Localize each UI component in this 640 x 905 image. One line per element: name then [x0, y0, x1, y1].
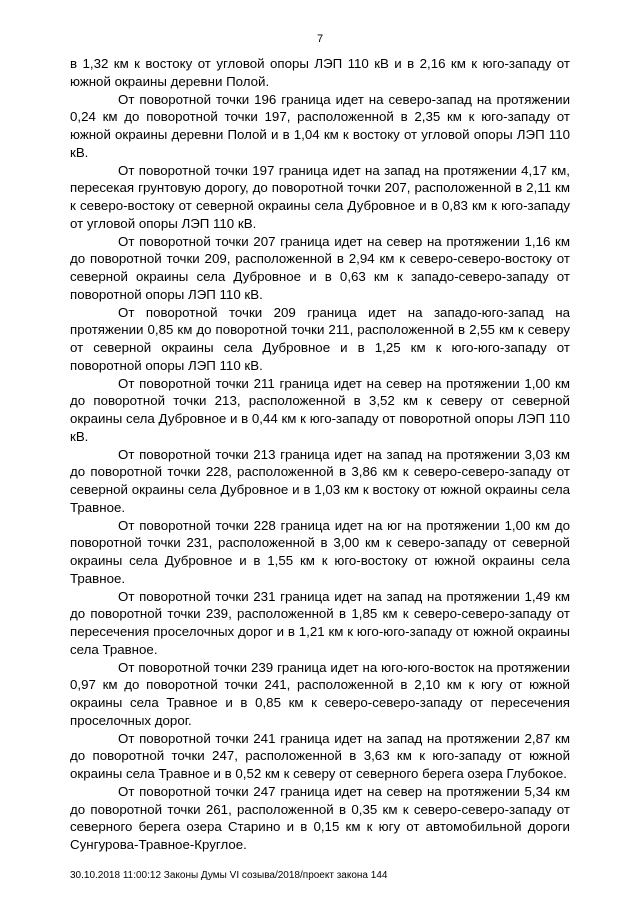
paragraph: От поворотной точки 213 граница идет на запад на протяжении 3,03 км до поворотной точки 228, расположенной в 3,86 км к северо-северо-западу от северной окраины села Дубровное и в 1,03 км к востоку от южной окраины села Травное. [70, 446, 570, 515]
paragraph: От поворотной точки 196 граница идет на северо-запад на протяжении 0,24 км до поворотной точки 197, расположенной в 2,35 км к юго-западу от южной окраины деревни Полой и в 1,04 км к востоку от угловой опоры ЛЭП 110 кВ. [70, 91, 570, 160]
paragraph: От поворотной точки 209 граница идет на западо-юго-запад на протяжении 0,85 км до поворотной точки 211, расположенной в 2,55 км к северу от северной окраины села Дубровное и в 1,25 км к юго-юго-западу от поворотной опоры ЛЭП 110 кВ. [70, 304, 570, 373]
paragraph: От поворотной точки 231 граница идет на запад на протяжении 1,49 км до поворотной точки 239, расположенной в 1,85 км к северо-северо-западу от пересечения проселочных дорог и в 1,21 км к юго-юго-западу от южной окраины села Травное. [70, 588, 570, 657]
document-footer: 30.10.2018 11:00:12 Законы Думы VI созыва/2018/проект закона 144 [70, 870, 388, 881]
paragraph: От поворотной точки 247 граница идет на север на протяжении 5,34 км до поворотной точки 261, расположенной в 0,35 км к северо-северо-западу от северного берега озера Старино и в 0,15 км к югу от автомобильной дороги Сунгурова-Травное-Круглое. [70, 783, 570, 852]
paragraph: От поворотной точки 241 граница идет на запад на протяжении 2,87 км до поворотной точки 247, расположенной в 3,63 км к юго-западу от южной окраины села Травное и в 0,52 км к северу от северного берега озера Глубокое. [70, 730, 570, 781]
paragraph: в 1,32 км к востоку от угловой опоры ЛЭП 110 кВ и в 2,16 км к юго-западу от южной окраины деревни Полой. [70, 56, 570, 89]
page-number: 7 [316, 33, 324, 45]
paragraph: От поворотной точки 239 граница идет на юго-юго-восток на протяжении 0,97 км до поворотной точки 241, расположенной в 2,10 км к югу от южной окраины села Травное и в 0,85 км к северо-северо-западу от пересечения проселочных дорог. [70, 659, 570, 728]
paragraph: От поворотной точки 207 граница идет на север на протяжении 1,16 км до поворотной точки 209, расположенной в 2,94 км к северо-северо-востоку от северной окраины села Дубровное и в 0,63 км к западо-северо-западу от поворотной опоры ЛЭП 110 кВ. [70, 233, 570, 302]
paragraph: От поворотной точки 211 граница идет на север на протяжении 1,00 км до поворотной точки 213, расположенной в 3,52 км к северу от северной окраины села Дубровное и в 0,44 км к юго-западу от поворотной опоры ЛЭП 110 кВ. [70, 375, 570, 444]
paragraph: От поворотной точки 197 граница идет на запад на протяжении 4,17 км, пересекая грунтовую дорогу, до поворотной точки 207, расположенной в 2,11 км к северо-востоку от северной окраины села Дубровное и в 0,83 км к юго-западу от угловой опоры ЛЭП 110 кВ. [70, 162, 570, 231]
body-text [70, 55, 570, 854]
paragraph: От поворотной точки 228 граница идет на юг на протяжении 1,00 км до поворотной точки 231, расположенной в 3,00 км к северо-западу от северной окраины села Дубровное и в 1,55 км к юго-востоку от южной окраины села Травное. [70, 517, 570, 586]
